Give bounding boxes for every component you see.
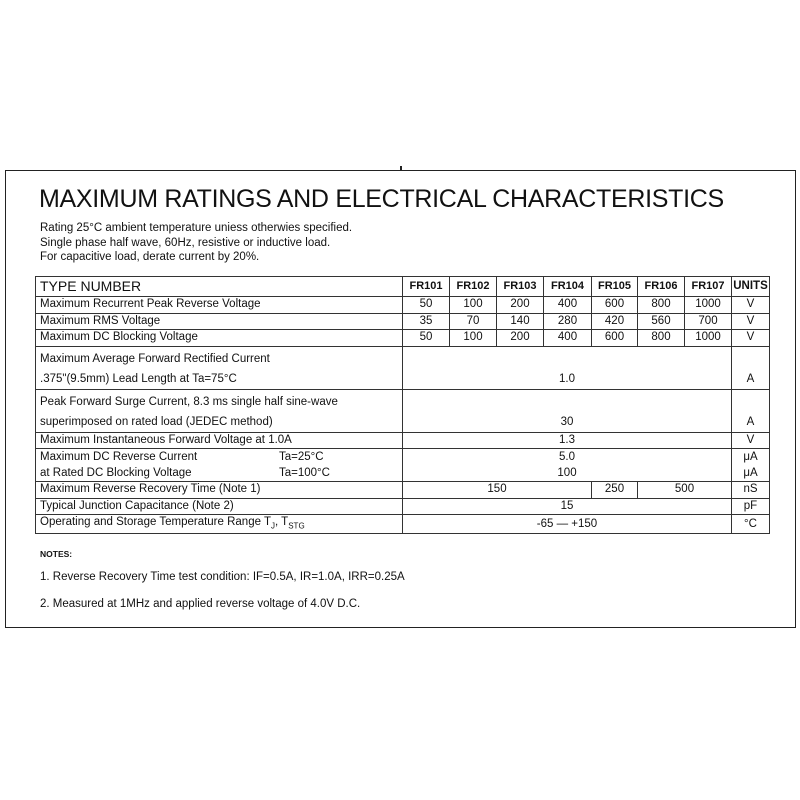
note-item: 1. Reverse Recovery Time test condition: IF=0.5A, IR=1.0A, IRR=0.25A [40, 571, 405, 583]
rating-conditions [40, 221, 352, 265]
table-row [36, 330, 770, 347]
cell-value: 35 [403, 313, 450, 330]
cell-value: 560 [638, 313, 685, 330]
cell-value: 200 [497, 330, 544, 347]
cell-value: 15 [403, 498, 732, 515]
cell-unit [732, 449, 770, 482]
cell-unit: pF [732, 498, 770, 515]
ir-cond-2: Ta=100°C [279, 467, 330, 479]
row-label [36, 449, 403, 482]
row-label: Typical Junction Capacitance (Note 2) [36, 498, 403, 515]
row-label-line: .375"(9.5mm) Lead Length at Ta=75°C [40, 372, 237, 385]
row-label [36, 515, 403, 534]
ir-unit-2: μA [743, 467, 758, 479]
cell-value: 50 [403, 297, 450, 314]
type-header-fr105: FR105 [592, 277, 638, 297]
table-row [36, 432, 770, 449]
table-row [36, 482, 770, 499]
condition-line: Single phase half wave, 60Hz, resistive or inductive load. [40, 236, 331, 249]
cell-value: 1000 [685, 297, 732, 314]
temp-sep: , T [275, 516, 289, 528]
page-title: MAXIMUM RATINGS AND ELECTRICAL CHARACTERISTICS [39, 185, 724, 213]
cell-value [403, 449, 732, 482]
table-row [36, 389, 770, 432]
cell-value: 1.0 [403, 346, 732, 389]
table-row [36, 313, 770, 330]
cell-value: 70 [450, 313, 497, 330]
cell-unit: A [732, 346, 770, 389]
cell-value: 30 [403, 389, 732, 432]
cell-value: 800 [638, 297, 685, 314]
row-label-line: Peak Forward Surge Current, 8.3 ms single half sine-wave [40, 395, 338, 408]
ir-value-1: 5.0 [559, 451, 575, 463]
temp-sub-stg: STG [288, 521, 305, 531]
cell-value: -65 — +150 [403, 515, 732, 534]
notes-heading: NOTES: [40, 549, 73, 559]
cell-value: 500 [638, 482, 732, 499]
row-label-line [40, 449, 402, 465]
row-label-line: superimposed on rated load (JEDEC method) [40, 415, 273, 428]
cell-value: 250 [592, 482, 638, 499]
cell-unit: V [732, 432, 770, 449]
type-header-fr103: FR103 [497, 277, 544, 297]
table-row [36, 498, 770, 515]
units-header: UNITS [732, 277, 770, 297]
cell-value: 400 [544, 297, 592, 314]
type-header-fr107: FR107 [685, 277, 732, 297]
type-header-fr101: FR101 [403, 277, 450, 297]
row-label: Maximum Instantaneous Forward Voltage at 1.0A [36, 432, 403, 449]
cell-value: 150 [403, 482, 592, 499]
ir-label-2: at Rated DC Blocking Voltage [40, 467, 192, 479]
table-header-row [36, 277, 770, 297]
cell-value: 140 [497, 313, 544, 330]
cell-value: 200 [497, 297, 544, 314]
cell-unit: V [732, 330, 770, 347]
table-row [36, 297, 770, 314]
temp-sub-j: J [271, 521, 275, 531]
cell-value: 420 [592, 313, 638, 330]
cell-value: 700 [685, 313, 732, 330]
cell-unit: °C [732, 515, 770, 534]
ir-value-2: 100 [557, 467, 577, 479]
table-row [36, 449, 770, 482]
type-header-fr102: FR102 [450, 277, 497, 297]
cell-value: 100 [450, 297, 497, 314]
type-number-header: TYPE NUMBER [36, 277, 403, 297]
ir-cond-1: Ta=25°C [279, 451, 324, 463]
cell-value: 800 [638, 330, 685, 347]
condition-line: Rating 25°C ambient temperature uniess otherwies specified. [40, 222, 353, 234]
type-header-fr104: FR104 [544, 277, 592, 297]
ir-label-1: Maximum DC Reverse Current [40, 451, 198, 463]
row-label [36, 346, 403, 389]
cell-value: 280 [544, 313, 592, 330]
cell-value: 50 [403, 330, 450, 347]
cell-value: 600 [592, 330, 638, 347]
cell-unit: A [732, 389, 770, 432]
table-row [36, 346, 770, 389]
type-header-fr106: FR106 [638, 277, 685, 297]
ir-unit-1: μA [743, 451, 758, 463]
condition-line: For capacitive load, derate current by 20%. [40, 251, 260, 263]
cell-unit: V [732, 313, 770, 330]
row-label [36, 389, 403, 432]
row-label-line [40, 465, 402, 481]
ratings-table [35, 276, 770, 534]
row-label: Maximum Recurrent Peak Reverse Voltage [36, 297, 403, 314]
row-label: Maximum RMS Voltage [36, 313, 403, 330]
row-label: Maximum Reverse Recovery Time (Note 1) [36, 482, 403, 499]
row-label-line: Maximum Average Forward Rectified Current [40, 352, 270, 365]
note-item: 2. Measured at 1MHz and applied reverse voltage of 4.0V D.C. [40, 598, 361, 610]
temp-label: Operating and Storage Temperature Range T [40, 516, 271, 528]
row-label: Maximum DC Blocking Voltage [36, 330, 403, 347]
cell-value: 600 [592, 297, 638, 314]
table-row [36, 515, 770, 534]
cell-unit: V [732, 297, 770, 314]
cell-value: 400 [544, 330, 592, 347]
cell-value: 1.3 [403, 432, 732, 449]
cell-unit: nS [732, 482, 770, 499]
cell-value: 100 [450, 330, 497, 347]
cell-value: 1000 [685, 330, 732, 347]
